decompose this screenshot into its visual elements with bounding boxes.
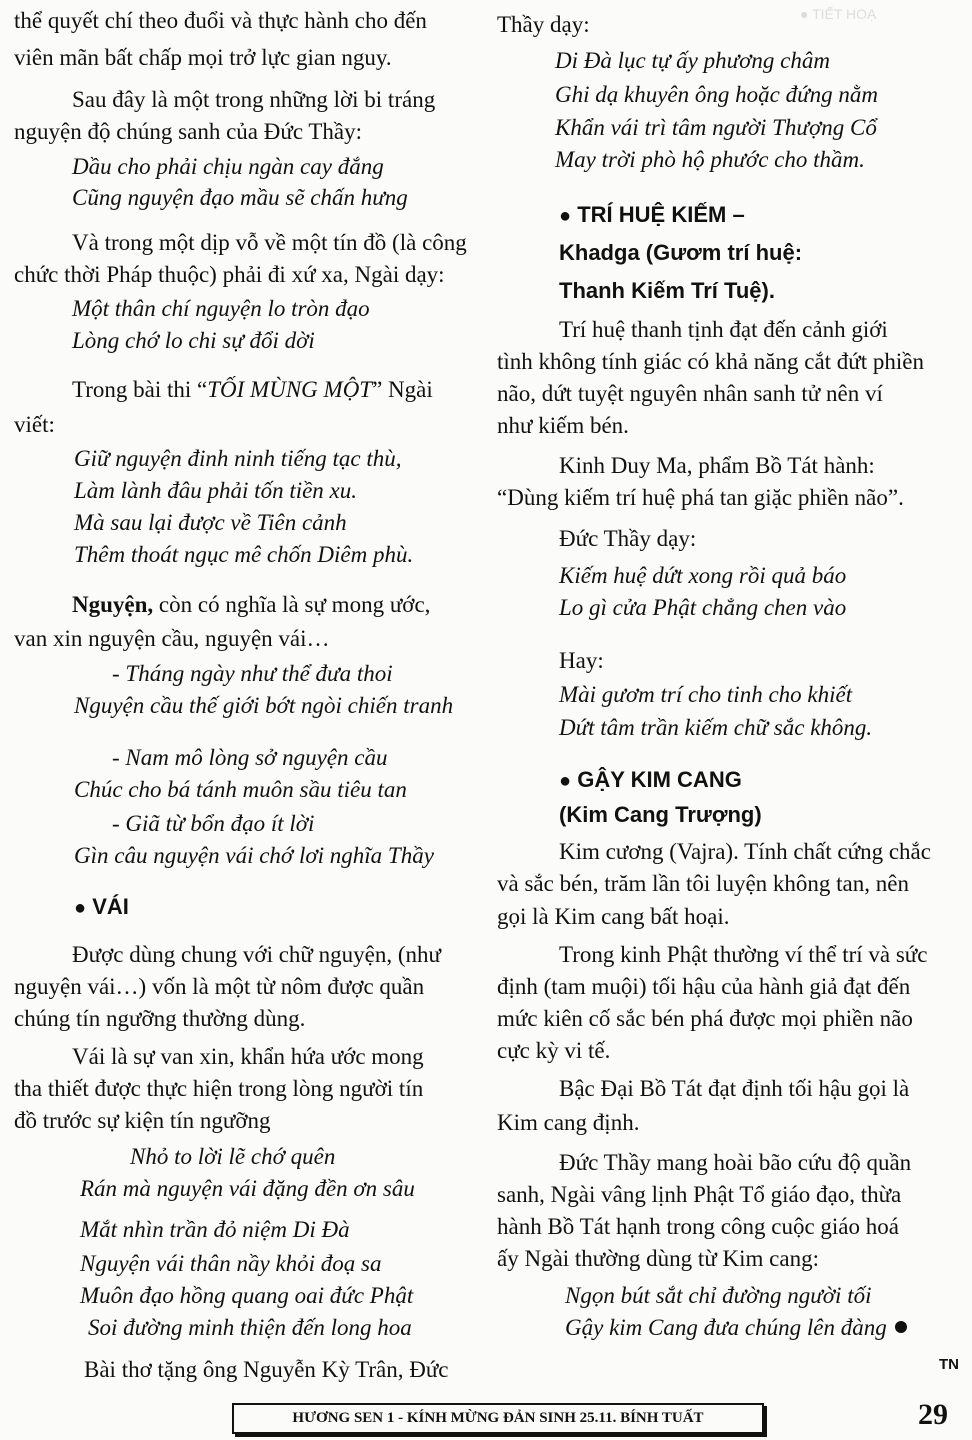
verse-line: Nguyện vái thân nầy khỏi đoạ sa bbox=[80, 1251, 382, 1276]
paragraph-line: chúng tín ngưỡng thường dùng. bbox=[14, 1006, 306, 1031]
verse-line: Giữ nguyện đinh ninh tiếng tạc thù, bbox=[74, 446, 402, 471]
verse-line: Nguyện cầu thế giới bớt ngòi chiến tranh bbox=[74, 693, 454, 718]
paragraph-line: nguyện độ chúng sanh của Đức Thầy: bbox=[14, 119, 363, 144]
verse-line: Khẩn vái trì tâm người Thượng Cổ bbox=[555, 115, 877, 140]
paragraph-line: định (tam muội) tối hậu của hành giả đạt đến bbox=[497, 974, 911, 999]
paragraph-line: hành Bồ Tát hạnh trong công cuộc giáo hoá bbox=[497, 1214, 899, 1239]
verse-line bbox=[565, 1313, 907, 1343]
paragraph-line: viên mãn bất chấp mọi trở lực gian nguy. bbox=[14, 45, 392, 70]
paragraph-line: viết: bbox=[14, 412, 55, 437]
paragraph-line: não, dứt tuyệt nguyên nhân sanh tử nên ví bbox=[497, 381, 883, 406]
paragraph-line: tha thiết được thực hiện trong lòng người tín bbox=[14, 1076, 424, 1101]
verse-line: Lòng chớ lo chi sự đổi dời bbox=[72, 328, 315, 353]
author-initials: TN bbox=[939, 1356, 959, 1373]
verse-line: Mài gươm trí cho tinh cho khiết bbox=[559, 682, 853, 707]
heading-text: GẬY KIM CANG bbox=[577, 767, 742, 792]
verse-line: Một thân chí nguyện lo tròn đạo bbox=[72, 296, 370, 321]
paragraph-line: sanh, Ngài vâng lịnh Phật Tổ giáo đạo, thừa bbox=[497, 1182, 902, 1207]
paragraph-line: đồ trước sự kiện tín ngưỡng bbox=[14, 1108, 271, 1133]
paragraph-line: Kim cang định. bbox=[497, 1110, 640, 1135]
verse-line: - Tháng ngày như thể đưa thoi bbox=[112, 661, 393, 686]
paragraph-line bbox=[72, 590, 430, 620]
corner-bleed-text: ● TIẾT HOẠ bbox=[800, 6, 877, 22]
paragraph-line: Và trong một dịp vỗ về một tín đồ (là công bbox=[72, 230, 467, 255]
heading-text: VÁI bbox=[92, 894, 129, 919]
term-nguyen: Nguyện, bbox=[72, 592, 154, 617]
paragraph-line: Thầy dạy: bbox=[497, 12, 590, 37]
paragraph-line: Bài thơ tặng ông Nguyễn Kỳ Trân, Đức bbox=[84, 1357, 449, 1382]
verse-line: Soi đường minh thiện đến long hoa bbox=[88, 1315, 412, 1340]
paragraph-line: ấy Ngài thường dùng từ Kim cang: bbox=[497, 1246, 819, 1271]
verse-line: Ngọn bút sắt chỉ đường người tối bbox=[565, 1283, 872, 1308]
text-run: ” Ngài bbox=[372, 377, 433, 402]
verse-line: Dứt tâm trần kiếm chữ sắc không. bbox=[559, 715, 873, 740]
verse-line: - Giã từ bổn đạo ít lời bbox=[112, 811, 315, 836]
verse-line: Gìn câu nguyện vái chớ lơi nghĩa Thầy bbox=[74, 843, 434, 868]
paragraph-line: Trong kinh Phật thường ví thể trí và sức bbox=[559, 942, 928, 967]
heading-text: TRÍ HUỆ KIẾM – bbox=[577, 202, 745, 227]
verse-text: Gậy kim Cang đưa chúng lên đàng bbox=[565, 1315, 887, 1340]
section-heading-gay-kim-cang bbox=[559, 765, 742, 796]
verse-line: Nhỏ to lời lẽ chớ quên bbox=[130, 1144, 336, 1169]
bullet-icon: ● bbox=[74, 897, 87, 919]
verse-line: Rán mà nguyện vái đặng đền ơn sâu bbox=[80, 1176, 415, 1201]
page-number: 29 bbox=[918, 1398, 948, 1431]
verse-line: May trời phò hộ phước cho thầm. bbox=[555, 147, 865, 172]
footer-banner: HƯƠNG SEN 1 - KÍNH MỪNG ĐẢN SINH 25.11. BÍNH TUẤT bbox=[232, 1403, 764, 1434]
paragraph-line: Vái là sự van xin, khẩn hứa ước mong bbox=[72, 1044, 424, 1069]
verse-line: Cũng nguyện đạo mầu sẽ chấn hưng bbox=[72, 185, 408, 210]
verse-line: - Nam mô lòng sở nguyện cầu bbox=[112, 745, 388, 770]
paragraph-line: Đức Thầy mang hoài bão cứu độ quần bbox=[559, 1150, 912, 1175]
verse-line: Dầu cho phải chịu ngàn cay đắng bbox=[72, 154, 384, 179]
verse-line: Ghi dạ khuyên ông hoặc đứng nằm bbox=[555, 82, 878, 107]
bullet-icon: ● bbox=[559, 205, 572, 227]
paragraph-line: Bậc Đại Bồ Tát đạt định tối hậu gọi là bbox=[559, 1076, 910, 1101]
section-heading-vai bbox=[74, 892, 129, 923]
paragraph-line: Kim cương (Vajra). Tính chất cứng chắc bbox=[559, 839, 931, 864]
paragraph-line: nguyện vái…) vốn là một từ nôm được quần bbox=[14, 974, 425, 999]
verse-line: Thêm thoát ngục mê chốn Diêm phù. bbox=[74, 542, 414, 567]
paragraph-line: “Dùng kiếm trí huệ phá tan giặc phiền não”. bbox=[497, 485, 904, 510]
section-heading-line: (Kim Cang Trượng) bbox=[559, 802, 762, 827]
paragraph-line: Đức Thầy dạy: bbox=[559, 526, 697, 551]
verse-line: Mắt nhìn trần đỏ niệm Di Đà bbox=[80, 1217, 350, 1242]
end-of-article-icon bbox=[895, 1321, 907, 1333]
section-heading-line: Khadga (Gươm trí huệ: bbox=[559, 240, 803, 265]
verse-line: Mà sau lại được về Tiên cảnh bbox=[74, 510, 347, 535]
paragraph-line: Được dùng chung với chữ nguyện, (như bbox=[72, 942, 441, 967]
paragraph-line: tình không tính giác có khả năng cắt đứt phiền bbox=[497, 349, 925, 374]
paragraph-line: thể quyết chí theo đuổi và thực hành cho đến bbox=[14, 8, 427, 33]
verse-line: Làm lành đâu phải tốn tiền xu. bbox=[74, 478, 358, 503]
section-heading-tri-hue-kiem bbox=[559, 200, 745, 231]
paragraph-line bbox=[72, 375, 433, 405]
verse-line: Kiếm huệ dứt xong rồi quả báo bbox=[559, 563, 847, 588]
paragraph-line: như kiếm bén. bbox=[497, 413, 629, 438]
verse-line: Di Đà lục tự ấy phương châm bbox=[555, 48, 830, 73]
paragraph-line: gọi là Kim cang bất hoại. bbox=[497, 904, 730, 929]
verse-line: Muôn đạo hồng quang oai đức Phật bbox=[80, 1283, 414, 1308]
bullet-icon: ● bbox=[559, 770, 572, 792]
text-run: Trong bài thi “ bbox=[72, 377, 208, 402]
verse-line: Lo gì cửa Phật chẳng chen vào bbox=[559, 595, 847, 620]
poem-title: TỐI MÙNG MỘT bbox=[207, 377, 373, 402]
text-run: còn có nghĩa là sự mong ước, bbox=[153, 592, 431, 617]
paragraph-line: van xin nguyện cầu, nguyện vái… bbox=[14, 626, 330, 651]
section-heading-line: Thanh Kiếm Trí Tuệ). bbox=[559, 278, 775, 303]
paragraph-line: và sắc bén, trăm lần tôi luyện không tan, nên bbox=[497, 871, 909, 896]
paragraph-line: chức thời Pháp thuộc) phải đi xứ xa, Ngài dạy: bbox=[14, 262, 445, 287]
verse-line: Chúc cho bá tánh muôn sầu tiêu tan bbox=[74, 777, 407, 802]
paragraph-line: Sau đây là một trong những lời bi tráng bbox=[72, 87, 436, 112]
paragraph-line: Trí huệ thanh tịnh đạt đến cảnh giới bbox=[559, 317, 888, 342]
paragraph-line: Kinh Duy Ma, phẩm Bồ Tát hành: bbox=[559, 453, 875, 478]
paragraph-line: Hay: bbox=[559, 648, 604, 673]
paragraph-line: cực kỳ vi tế. bbox=[497, 1038, 611, 1063]
paragraph-line: mức kiên cố sắc bén phá được mọi phiền não bbox=[497, 1006, 913, 1031]
